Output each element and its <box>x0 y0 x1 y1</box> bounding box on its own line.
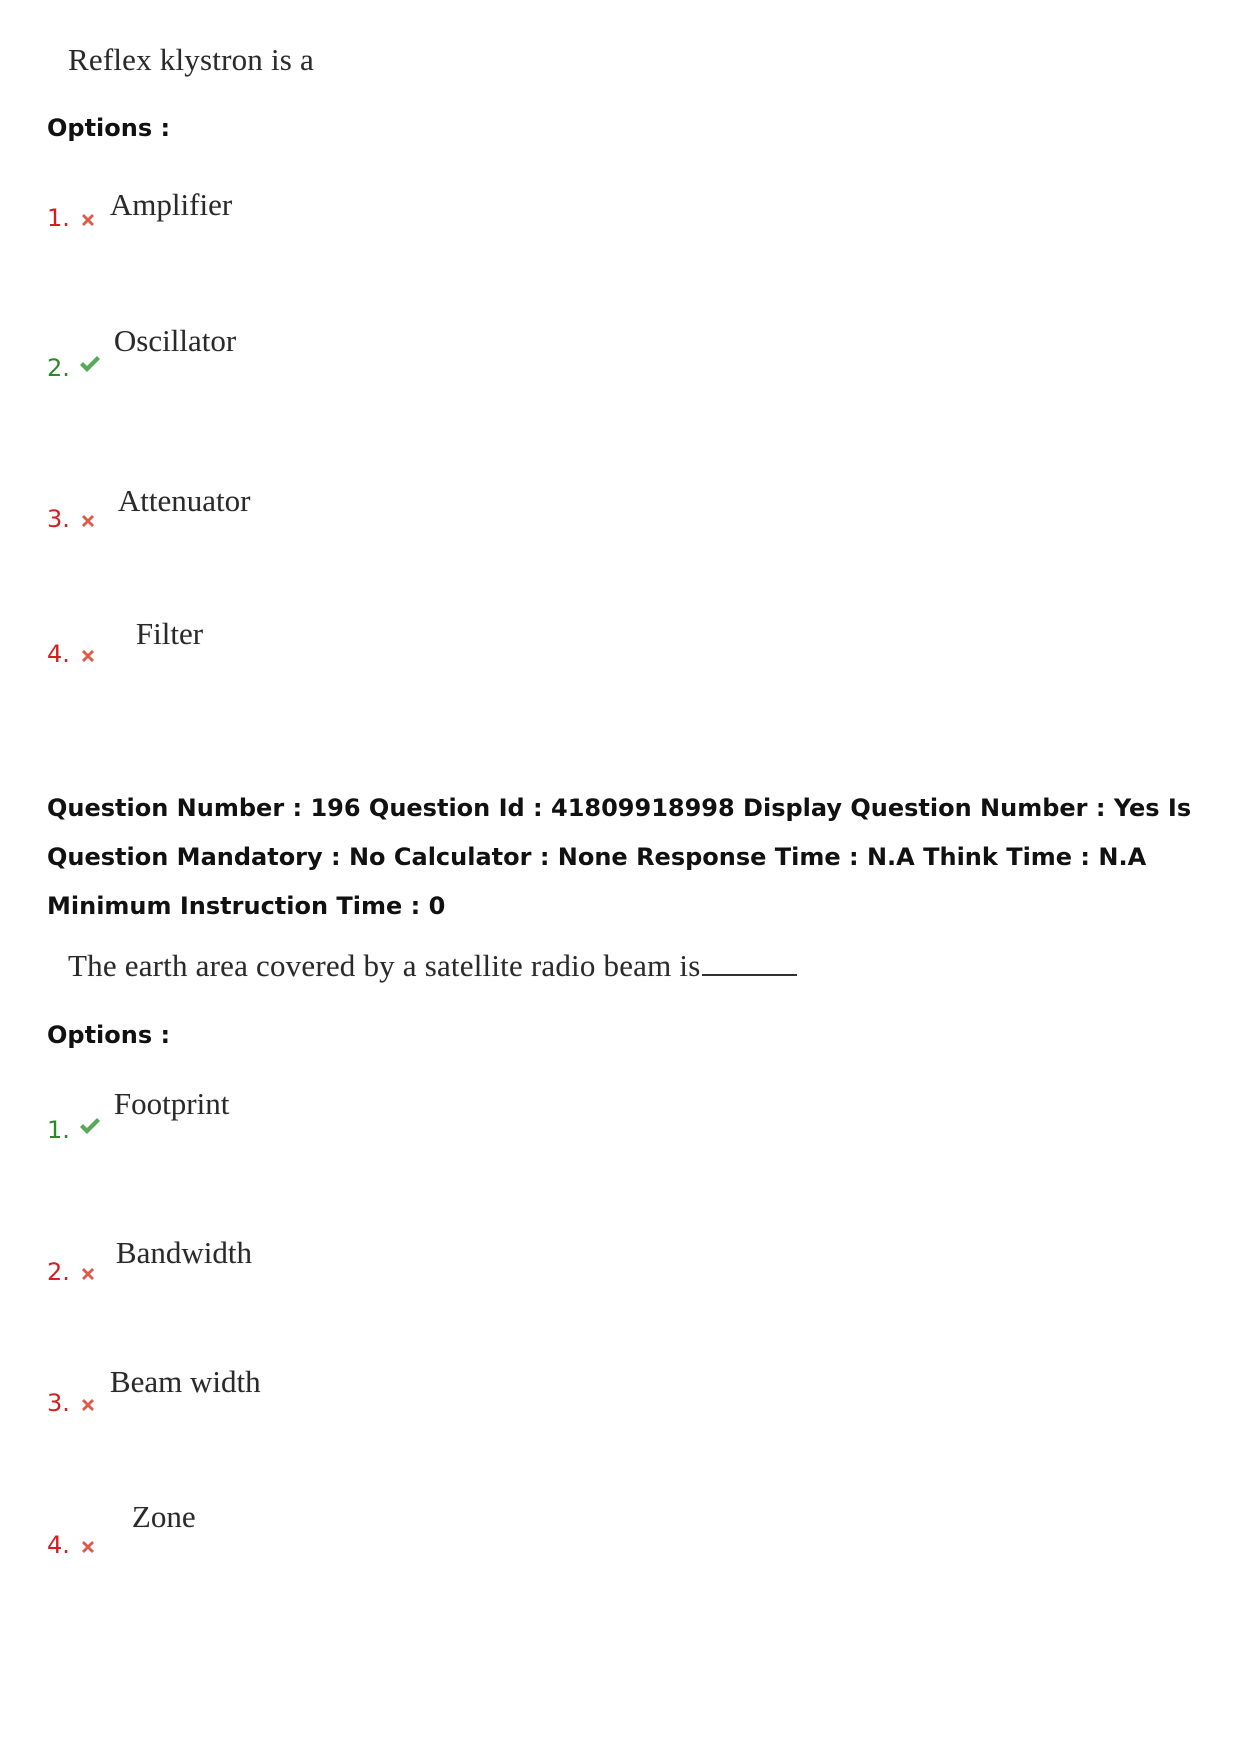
option-row <box>47 1495 196 1559</box>
options-label: Options : <box>47 1021 171 1049</box>
option-text: Beam width <box>109 1364 261 1399</box>
option-text: Amplifier <box>109 187 233 222</box>
option-number: 4. <box>47 640 70 668</box>
option-number: 3. <box>47 505 70 533</box>
cross-icon <box>78 1395 98 1415</box>
cross-icon <box>78 1537 98 1557</box>
option-number: 2. <box>47 1258 70 1286</box>
option-text: Attenuator <box>117 483 251 518</box>
cross-icon <box>78 646 98 666</box>
option-row <box>47 475 250 533</box>
option-text: Filter <box>135 616 204 651</box>
answer-blank <box>702 974 797 976</box>
cross-icon <box>78 210 98 230</box>
option-number: 1. <box>47 204 70 232</box>
option-number: 3. <box>47 1389 70 1417</box>
option-row <box>47 610 203 668</box>
options-label: Options : <box>47 114 171 142</box>
question-text <box>68 948 797 984</box>
question-meta: Question Number : 196 Question Id : 41809918998 Display Question Number : Yes Is Question Mandatory : No Calculator : None Response Time : N.A Think Time : N.A Minimum Instruction Time : 0 <box>47 794 1192 920</box>
option-row <box>47 1355 261 1417</box>
option-row <box>47 1228 252 1286</box>
question-text-content: The earth area covered by a satellite radio beam is <box>68 948 701 983</box>
option-text: Footprint <box>113 1086 230 1121</box>
cross-icon <box>78 1264 98 1284</box>
option-number: 1. <box>47 1116 70 1144</box>
check-icon <box>78 352 102 376</box>
option-number: 4. <box>47 1531 70 1559</box>
option-row <box>47 178 232 232</box>
option-text: Oscillator <box>113 323 237 358</box>
option-row <box>47 323 237 382</box>
check-icon <box>78 1114 102 1138</box>
option-text: Zone <box>131 1499 196 1534</box>
question-text-content: Reflex klystron is a <box>68 42 314 77</box>
cross-icon <box>78 511 98 531</box>
option-text: Bandwidth <box>115 1235 252 1270</box>
question-text <box>68 42 314 78</box>
option-number: 2. <box>47 354 70 382</box>
option-row <box>47 1086 230 1144</box>
